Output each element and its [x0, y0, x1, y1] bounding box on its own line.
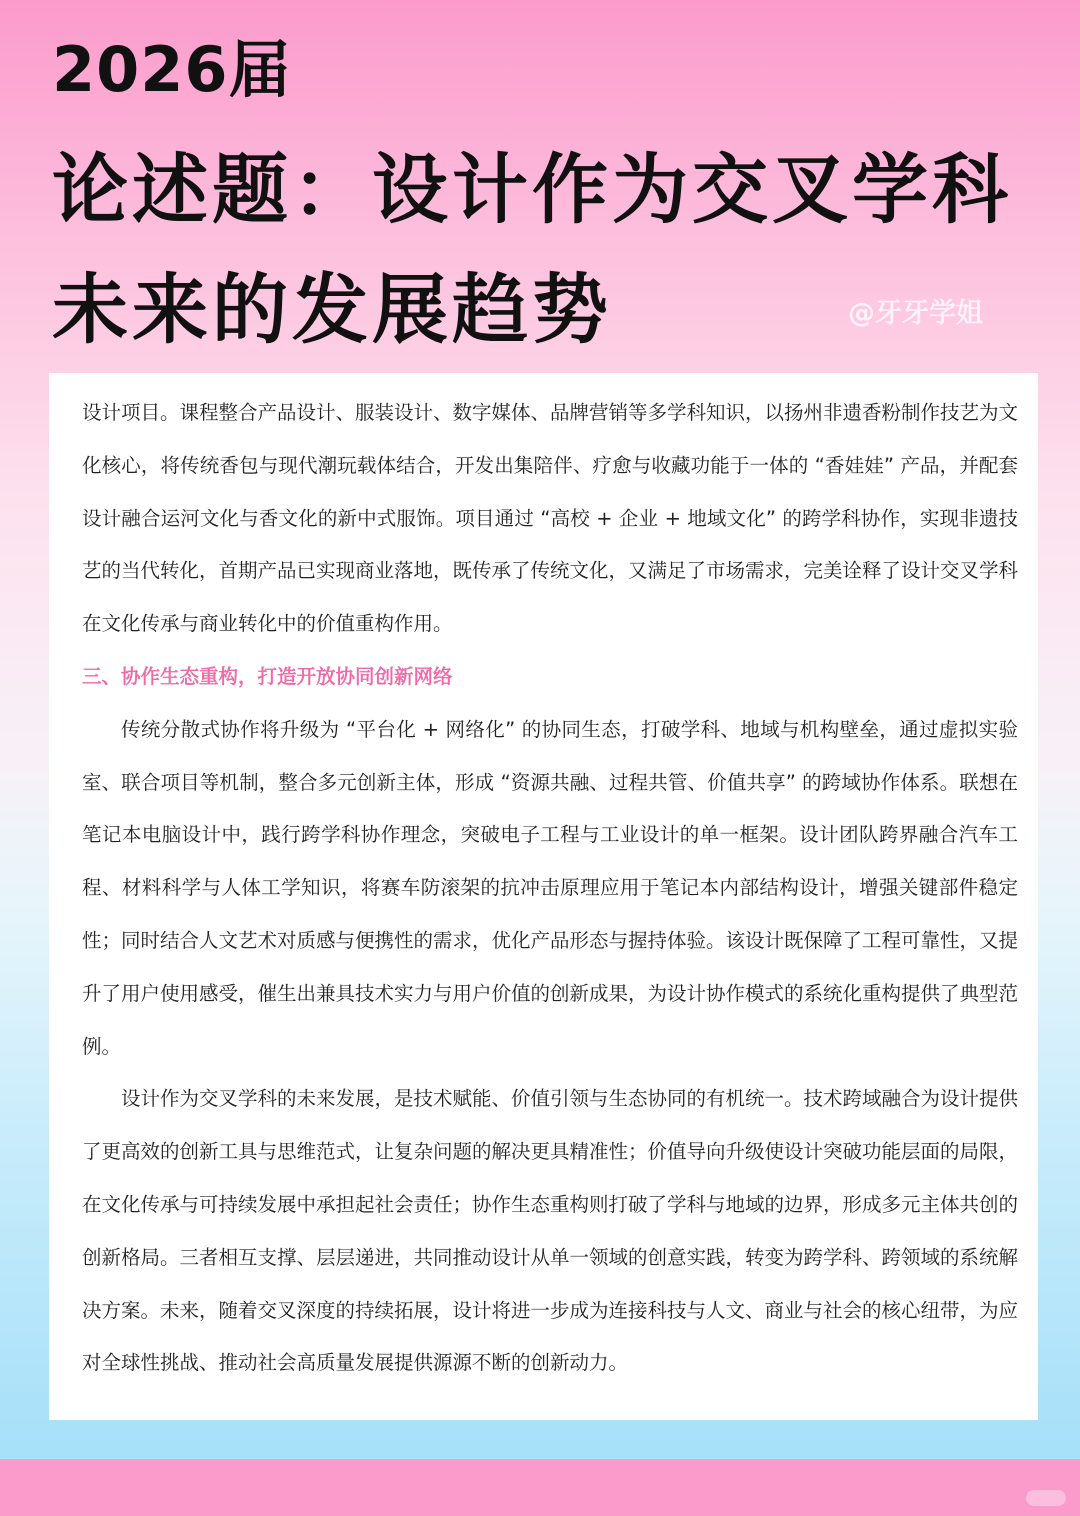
page-title-line-2: 未来的发展趋势 — [52, 265, 612, 354]
author-watermark: @牙牙学姐 — [848, 298, 983, 329]
page-title-line-1: 论述题：设计作为交叉学科 — [52, 145, 1012, 234]
paragraph-project: 设计项目。课程整合产品设计、服装设计、数字媒体、品牌营销等多学科知识，以扬州非遗香粉制作技艺为文化核心，将传统香包与现代潮玩载体结合，开发出集陪伴、疗愈与收藏功能于一体的 “香娃娃” 产品，并配套设计融合运河文化与香文化的新中式服饰。项目通过 “高校 + 企业 + 地域文化” 的跨学科协作，实现非遗技艺的当代转化，首期产品已实现商业落地，既传承了传统文化，又满足了市场需求，完美诠释了设计交叉学科在文化传承与商业转化中的价值重构作用。 — [82, 401, 1019, 636]
paragraph-conclusion: 设计作为交叉学科的未来发展，是技术赋能、价值引领与生态协同的有机统一。技术跨域融合为设计提供了更高效的创新工具与思维范式，让复杂问题的解决更具精准性；价值导向升级使设计突破功能层面的局限，在文化传承与可持续发展中承担起社会责任；协作生态重构则打破了学科与地域的边界，形成多元主体共创的创新格局。三者相互支撑、层层递进，共同推动设计从单一领域的创意实践，转变为跨学科、跨领域的系统解决方案。未来，随着交叉深度的持续拓展，设计将进一步成为连接科技与人文、商业与社会的核心纽带，为应对全球性挑战、推动社会高质量发展提供源源不断的创新动力。 — [82, 1087, 1019, 1375]
corner-watermark-shape — [1026, 1490, 1066, 1506]
bottom-band — [0, 1459, 1080, 1516]
section-heading-3: 三、协作生态重构，打造开放协同创新网络 — [82, 664, 453, 688]
paragraph-collaboration: 传统分散式协作将升级为 “平台化 + 网络化” 的协同生态，打破学科、地域与机构壁垒，通过虚拟实验室、联合项目等机制，整合多元创新主体，形成 “资源共融、过程共管、价值共享” 的跨域协作体系。联想在笔记本电脑设计中，践行跨学科协作理念，突破电子工程与工业设计的单一框架。设计团队跨界融合汽车工程、材料科学与人体工学知识，将赛车防滚架的抗冲击原理应用于笔记本内部结构设计，增强关键部件稳定性；同时结合人文艺术对质感与便携性的需求，优化产品形态与握持体验。该设计既保障了工程可靠性，又提升了用户使用感受，催生出兼具技术实力与用户价值的创新成果，为设计协作模式的系统化重构提供了典型范例。 — [82, 717, 1019, 1058]
content-card — [49, 373, 1038, 1420]
year-label: 2026届 — [52, 33, 292, 106]
